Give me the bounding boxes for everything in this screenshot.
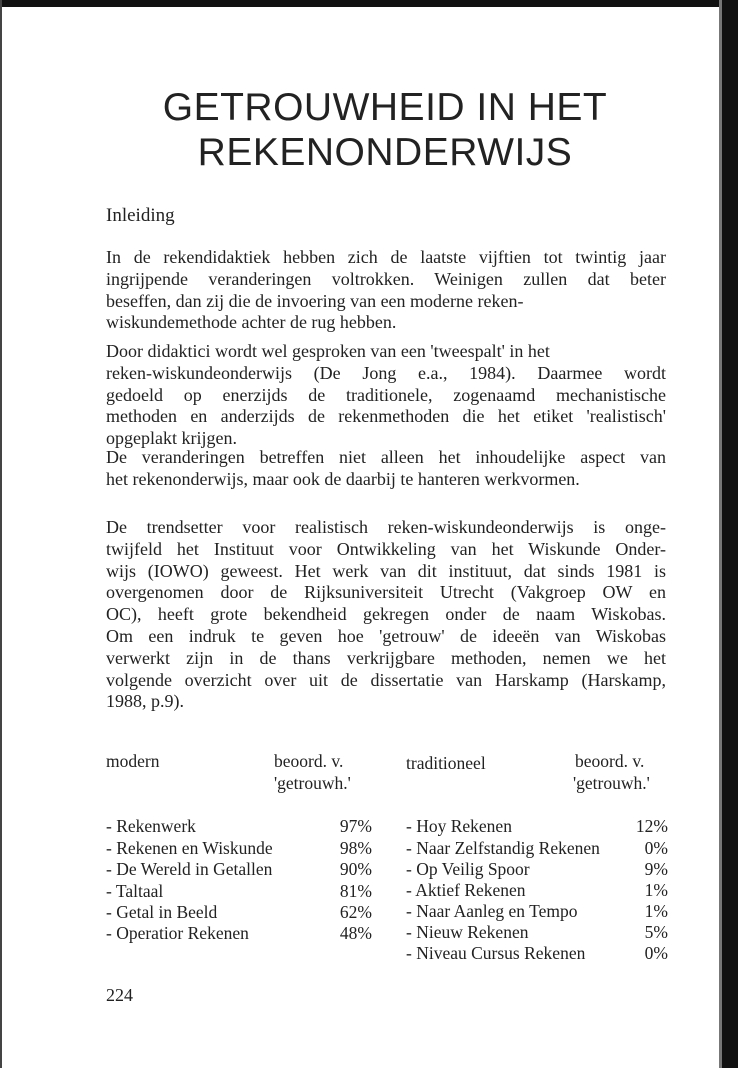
table-row-score: 98%: [339, 838, 372, 858]
table-row-score: 5%: [644, 922, 668, 942]
text-line: het rekenonderwijs, maar ook de daarbij te hanteren werkvormen.: [106, 468, 580, 489]
text-line: volgende overzicht over uit de dissertatie van Harskamp (Harskamp,: [106, 669, 666, 690]
text-line: wijs (IOWO) geweest. Het werk van dit instituut, dat sinds 1981 is: [106, 560, 666, 581]
table-row-name: - Nieuw Rekenen: [406, 922, 529, 942]
table-row-score: 9%: [644, 859, 668, 879]
table-row-score: 97%: [339, 816, 372, 836]
text-line: In de rekendidaktiek hebben zich de laatste vijftien tot twintig jaar: [106, 247, 666, 267]
text-line: opgeplakt krijgen.: [106, 428, 237, 449]
text-line: ingrijpende veranderingen voltrokken. Weinigen zullen dat beter: [106, 268, 666, 289]
text-line: wiskundemethode achter de rug hebben.: [106, 312, 397, 333]
table-row-score: 1%: [644, 901, 668, 921]
table-row-score: 81%: [339, 881, 372, 901]
table-row-score: 12%: [635, 816, 668, 836]
table-row-score: 90%: [339, 859, 372, 879]
table-row-score: 1%: [644, 880, 668, 900]
modern-score-header-1: beoord. v.: [274, 751, 344, 771]
section-heading: Inleiding: [106, 205, 175, 226]
text-line: Door didaktici wordt wel gesproken van een 'tweespalt' in het: [106, 341, 550, 361]
table-row-name: - Taltaal: [106, 881, 164, 901]
table-row-name: - Hoy Rekenen: [406, 816, 512, 836]
table-row-name: - Aktief Rekenen: [406, 880, 526, 900]
text-line: verwerkt zijn in de thans verkrijgbare methoden, nemen we het: [106, 647, 666, 668]
text-line: twijfeld het Instituut voor Ontwikkeling van het Wiskunde Onder-: [106, 538, 666, 559]
table-row-name: - Niveau Cursus Rekenen: [406, 943, 586, 963]
table-row-name: - Op Veilig Spoor: [406, 859, 530, 879]
table-row-score: 62%: [339, 902, 372, 922]
text-line: 1988, p.9).: [106, 691, 184, 712]
text-line: OC), heeft grote bekendheid gekregen onder de naam Wiskobas.: [106, 604, 666, 625]
table-row-score: 0%: [644, 838, 668, 858]
traditional-score-header-1: beoord. v.: [575, 751, 645, 771]
traditional-column-header: traditioneel: [406, 753, 486, 773]
text-line: overgenomen door de Rijksuniversiteit Utrecht (Vakgroep OW en: [106, 582, 666, 603]
modern-column-header: modern: [106, 751, 160, 771]
table-row-score: 0%: [644, 943, 668, 963]
table-row-name: - Naar Zelfstandig Rekenen: [406, 838, 600, 858]
table-row-score: 48%: [339, 923, 372, 943]
title-line-1: GETROUWHEID IN HET: [162, 86, 608, 129]
text-line: methoden en anderzijds de rekenmethoden die het etiket 'realistisch': [106, 406, 666, 427]
traditional-score-header-2: 'getrouwh.': [573, 773, 650, 793]
text-line: Om een indruk te geven hoe 'getrouw' de ideeën van Wiskobas: [106, 625, 666, 646]
table-row-name: - Rekenen en Wiskunde: [106, 838, 273, 858]
text-line: beseffen, dan zij die de invoering van een moderne reken-: [106, 290, 524, 311]
title-line-2: REKENONDERWIJS: [197, 131, 573, 174]
text-line: De veranderingen betreffen niet alleen het inhoudelijke aspect van: [106, 447, 666, 467]
text-line: De trendsetter voor realistisch reken-wiskundeonderwijs is onge-: [106, 517, 666, 537]
table-row-name: - Rekenwerk: [106, 816, 196, 836]
text-line: gedoeld op enerzijds de traditionele, zogenaamd mechanistische: [106, 384, 666, 405]
page-number: 224: [106, 985, 133, 1005]
table-row-name: - Getal in Beeld: [106, 902, 218, 922]
text-line: reken-wiskundeonderwijs (De Jong e.a., 1984). Daarmee wordt: [106, 362, 666, 383]
modern-score-header-2: 'getrouwh.': [274, 773, 351, 793]
table-row-name: - Operatior Rekenen: [106, 923, 249, 943]
table-row-name: - Naar Aanleg en Tempo: [406, 901, 578, 921]
table-row-name: - De Wereld in Getallen: [106, 859, 273, 879]
